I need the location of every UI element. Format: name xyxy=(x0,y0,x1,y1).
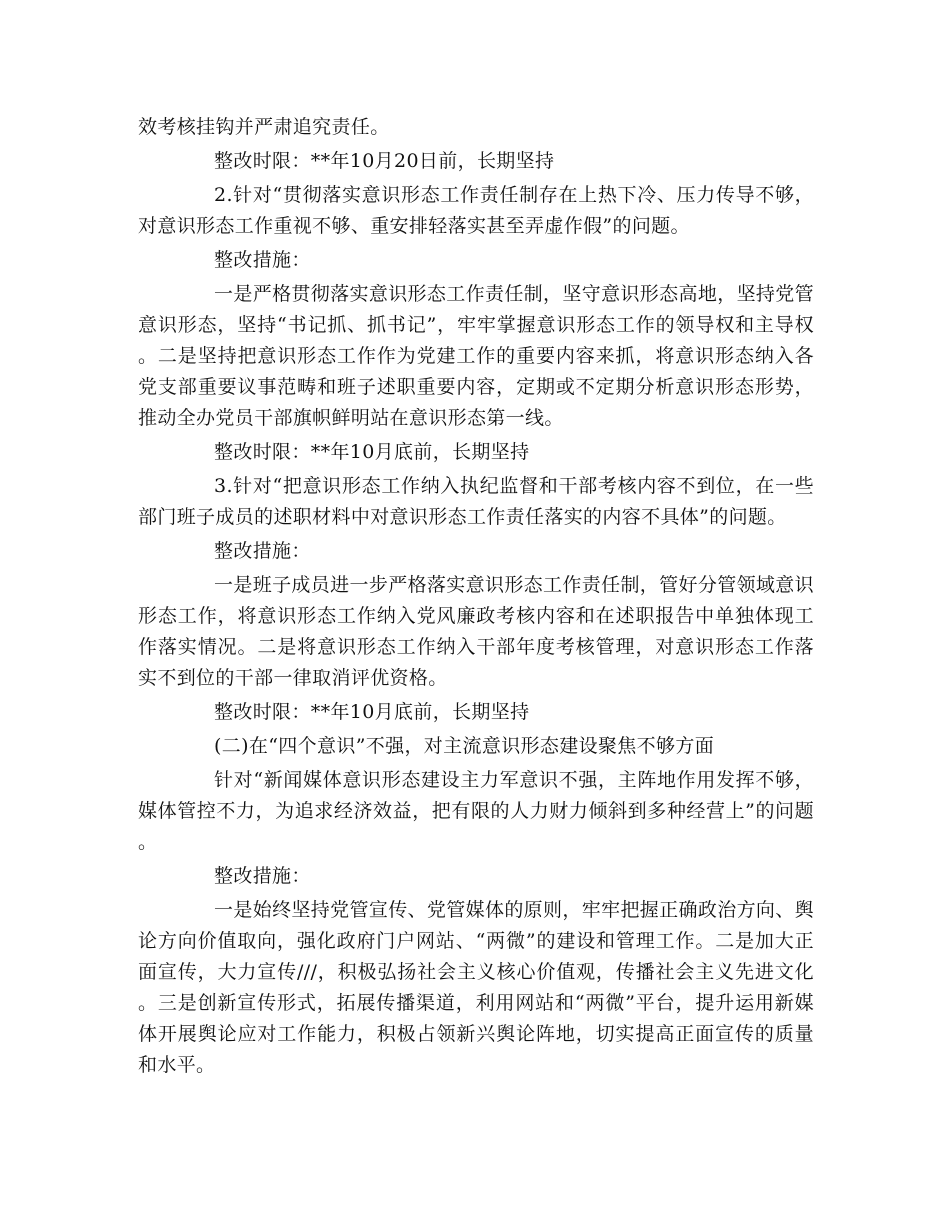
paragraph-deadline-3: 整改时限：**年10月底前，长期坚持 xyxy=(214,701,530,723)
paragraph-measures-2-label: 整改措施： xyxy=(214,249,311,271)
paragraph-measures-2: 一是严格贯彻落实意识形态工作责任制，坚守意识形态高地，坚持党管意识形态，坚持“书记抓、抓书记”，牢牢掌握意识形态工作的领导权和主导权。二是坚持把意识形态工作作为党建工作的重要内容来抓，将意识形态纳入各党支部重要议事范畴和班子述职重要内容，定期或不定期分析意识形态形势，推动全办党员干部旗帜鲜明站在意识形态第一线。 xyxy=(138,283,814,429)
paragraph-measures-4-label: 整改措施： xyxy=(214,865,311,887)
paragraph-issue-2: 2.针对“贯彻落实意识形态工作责任制存在上热下冷、压力传导不够，对意识形态工作重视不够、重安排轻落实甚至弄虚作假”的问题。 xyxy=(138,184,814,237)
paragraph-issue-4: 针对“新闻媒体意识形态建设主力军意识不强，主阵地作用发挥不够，媒体管控不力，为追求经济效益，把有限的人力财力倾斜到多种经营上”的问题。 xyxy=(138,769,814,853)
paragraph-continuation: 效考核挂钩并严肃追究责任。 xyxy=(138,116,390,138)
paragraph-deadline-1: 整改时限：**年10月20日前，长期坚持 xyxy=(214,150,555,172)
section-heading-2: (二)在“四个意识”不强，对主流意识形态建设聚焦不够方面 xyxy=(214,735,715,757)
paragraph-issue-3: 3.针对“把意识形态工作纳入执纪监督和干部考核内容不到位，在一些部门班子成员的述职材料中对意识形态工作责任落实的内容不具体”的问题。 xyxy=(138,475,814,528)
paragraph-measures-3: 一是班子成员进一步严格落实意识形态工作责任制，管好分管领域意识形态工作，将意识形态工作纳入党风廉政考核内容和在述职报告中单独体现工作落实情况。二是将意识形态工作纳入干部年度考核管理，对意识形态工作落实不到位的干部一律取消评优资格。 xyxy=(138,574,814,689)
paragraph-measures-3-label: 整改措施： xyxy=(214,540,311,562)
document-body xyxy=(138,112,814,1081)
paragraph-measures-4: 一是始终坚持党管宣传、党管媒体的原则，牢牢把握正确政治方向、舆论方向价值取向，强化政府门户网站、“两微”的建设和管理工作。二是加大正面宣传，大力宣传///，积极弘扬社会主义核心价值观，传播社会主义先进文化。三是创新宣传形式，拓展传播渠道，利用网站和“两微”平台，提升运用新媒体开展舆论应对工作能力，积极占领新兴舆论阵地，切实提高正面宣传的质量和水平。 xyxy=(138,899,814,1076)
paragraph-deadline-2: 整改时限：**年10月底前，长期坚持 xyxy=(214,441,530,463)
